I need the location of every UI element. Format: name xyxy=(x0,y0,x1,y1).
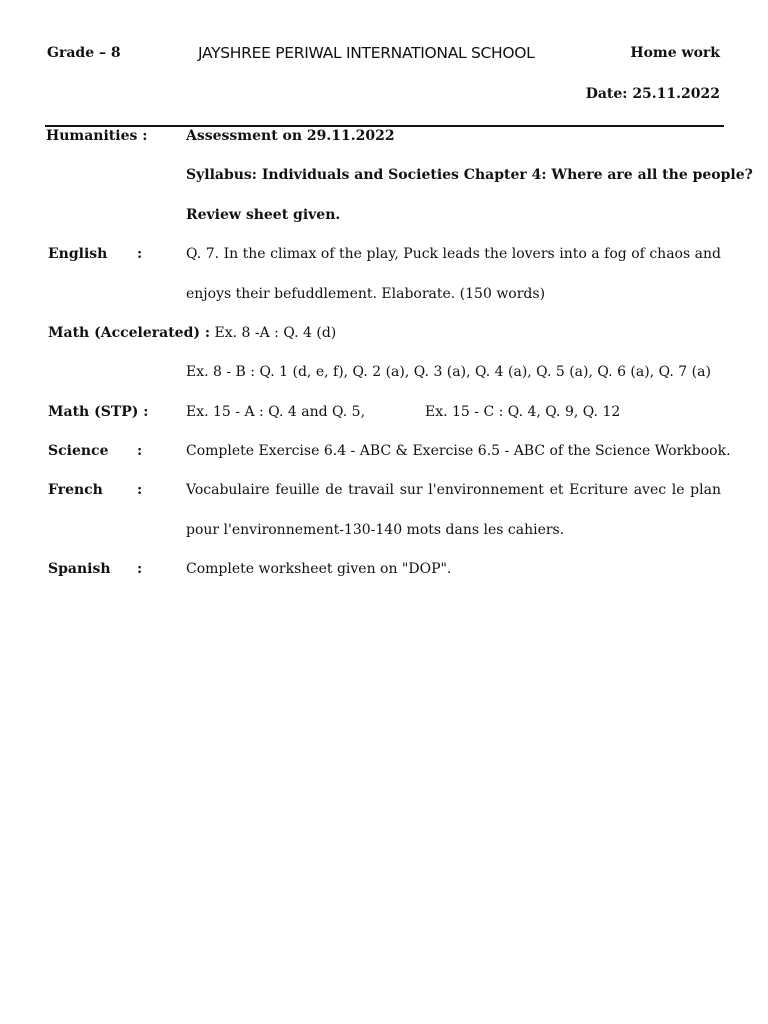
humanities-syllabus: Syllabus: Individuals and Societies Chapter 4: Where are all the people? xyxy=(186,167,753,183)
english-colon: : xyxy=(137,246,143,262)
math-stp-part-1: Ex. 15 - A : Q. 4 and Q. 5, xyxy=(186,404,366,420)
humanities-assessment: Assessment on 29.11.2022 xyxy=(186,128,395,144)
spanish-colon: : xyxy=(137,561,143,577)
subject-science: Science xyxy=(48,443,109,459)
math-stp-part-2: Ex. 15 - C : Q. 4, Q. 9, Q. 12 xyxy=(425,404,621,420)
header-divider xyxy=(45,125,724,127)
date-label: Date: 25.11.2022 xyxy=(585,86,720,102)
grade-label: Grade – 8 xyxy=(47,45,121,61)
subject-math-stp: Math (STP) : xyxy=(48,404,149,420)
french-colon: : xyxy=(137,482,143,498)
subject-humanities: Humanities : xyxy=(46,128,148,144)
spanish-line-1: Complete worksheet given on "DOP". xyxy=(186,561,452,577)
french-line-1: Vocabulaire feuille de travail sur l'environnement et Ecriture avec le plan xyxy=(186,482,721,498)
english-line-2: enjoys their befuddlement. Elaborate. (150 words) xyxy=(186,286,546,302)
doc-type-label: Home work xyxy=(630,45,720,61)
science-colon: : xyxy=(137,443,143,459)
subject-english: English xyxy=(48,246,108,262)
french-line-2: pour l'environnement-130-140 mots dans les cahiers. xyxy=(186,522,565,538)
subject-math-accelerated: Math (Accelerated) : xyxy=(48,325,211,341)
math-accelerated-line-2: Ex. 8 - B : Q. 1 (d, e, f), Q. 2 (a), Q. 3 (a), Q. 4 (a), Q. 5 (a), Q. 6 (a), Q. 7 (a) xyxy=(186,364,711,380)
humanities-review: Review sheet given. xyxy=(186,207,341,223)
math-accelerated-line-1: Ex. 8 -A : Q. 4 (d) xyxy=(214,325,337,341)
science-line-1: Complete Exercise 6.4 - ABC & Exercise 6.5 - ABC of the Science Workbook. xyxy=(186,443,731,459)
subject-spanish: Spanish xyxy=(48,561,111,577)
math-accelerated-row xyxy=(48,325,336,341)
english-line-1: Q. 7. In the climax of the play, Puck leads the lovers into a fog of chaos and xyxy=(186,246,721,262)
school-name: JAYSHREE PERIWAL INTERNATIONAL SCHOOL xyxy=(198,44,535,62)
subject-french: French xyxy=(48,482,103,498)
